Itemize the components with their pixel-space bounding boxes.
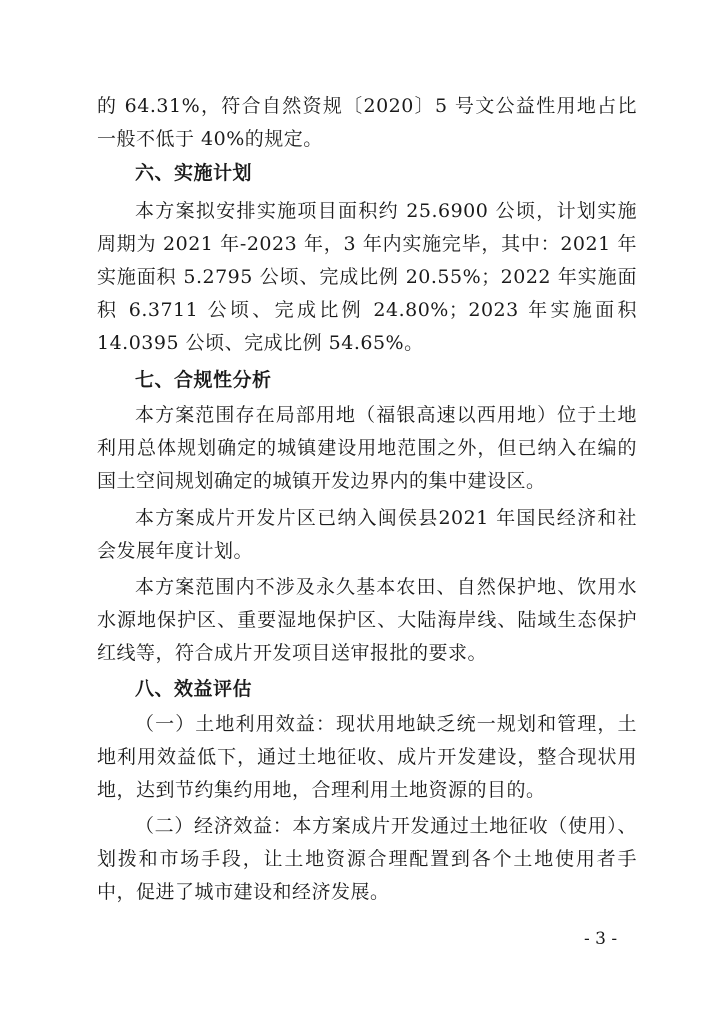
paragraph-compliance-2: 本方案成片开发片区已纳入闽侯县2021 年国民经济和社会发展年度计划。 xyxy=(97,507,637,562)
paragraph-compliance-3: 本方案范围内不涉及永久基本农田、自然保护地、饮用水水源地保护区、重要湿地保护区、大陆海岸线、陆域生态保护红线等，符合成片开发项目送审报批的要求。 xyxy=(97,576,637,664)
paragraph-land-use-benefit: （一）土地利用效益：现状用地缺乏统一规划和管理，土地利用效益低下，通过土地征收、成片开发建设，整合现状用地，达到节约集约用地，合理利用土地资源的目的。 xyxy=(97,713,637,801)
section-heading-benefit-evaluation: 八、效益评估 xyxy=(135,678,253,700)
section-heading-implementation-plan: 六、实施计划 xyxy=(135,162,253,184)
paragraph-economic-benefit: （二）经济效益：本方案成片开发通过土地征收（使用）、划拨和市场手段，让土地资源合理配置到各个土地使用者手中，促进了城市建设和经济发展。 xyxy=(97,815,637,903)
paragraph-continuation: 的 64.31%，符合自然资规〔2020〕5 号文公益性用地占比一般不低于 40%的规定。 xyxy=(97,95,637,150)
section-heading-compliance-analysis: 七、合规性分析 xyxy=(135,369,272,391)
paragraph-compliance-1: 本方案范围存在局部用地（福银高速以西用地）位于土地利用总体规划确定的城镇建设用地范围之外，但已纳入在编的国土空间规划确定的城镇开发边界内的集中建设区。 xyxy=(97,404,637,492)
paragraph-implementation-plan: 本方案拟安排实施项目面积约 25.6900 公顷，计划实施周期为 2021 年-2023 年，3 年内实施完毕，其中：2021 年实施面积 5.2795 公顷、完成比例 20.55%；2022 年实施面积 6.3711 公顷、完成比例 24.80%；2023 年实施面积 14.0395 公顷、完成比例 54.65%。 xyxy=(97,200,637,354)
page-number: - 3 - xyxy=(584,929,618,949)
